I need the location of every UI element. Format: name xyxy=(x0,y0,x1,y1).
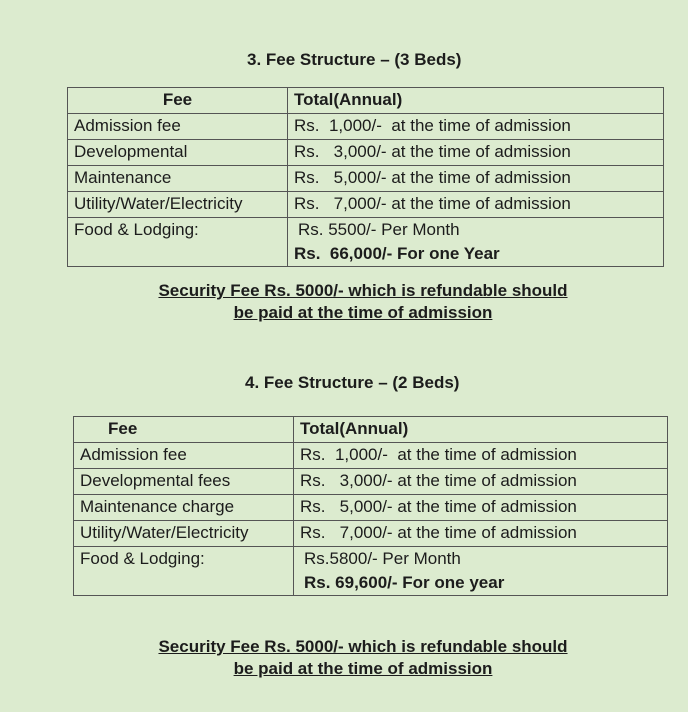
fee-name-cell: Developmental xyxy=(68,140,288,166)
column-header-total: Total(Annual) xyxy=(294,417,668,443)
fee-table-3-beds xyxy=(67,87,664,267)
column-header-fee: Fee xyxy=(68,88,288,114)
note-line-1: Security Fee Rs. 5000/- which is refundable should xyxy=(158,637,568,656)
table-row xyxy=(74,469,668,495)
table-header-row xyxy=(74,417,668,443)
fee-name-cell: Utility/Water/Electricity xyxy=(68,192,288,218)
table-row xyxy=(68,192,664,218)
fee-name-cell: Food & Lodging: xyxy=(68,218,288,267)
table-row xyxy=(68,114,664,140)
note-line-2: be paid at the time of admission xyxy=(233,303,493,322)
fee-total-cell: Rs. 1,000/- at the time of admission xyxy=(288,114,664,140)
fee-name-cell: Maintenance xyxy=(68,166,288,192)
fee-name-cell: Food & Lodging: xyxy=(74,547,294,596)
column-header-total: Total(Annual) xyxy=(288,88,664,114)
fee-name-cell: Utility/Water/Electricity xyxy=(74,521,294,547)
yearly-fee-text: Rs. 69,600/- For one year xyxy=(304,573,505,592)
table-row xyxy=(68,218,664,267)
table-row xyxy=(68,140,664,166)
monthly-fee-text: Rs. 5500/- Per Month xyxy=(298,220,460,239)
note-line-1: Security Fee Rs. 5000/- which is refundable should xyxy=(158,281,568,300)
fee-name-cell: Developmental fees xyxy=(74,469,294,495)
security-fee-note-2-beds xyxy=(118,636,608,680)
monthly-fee-text: Rs.5800/- Per Month xyxy=(304,549,461,568)
yearly-fee-text: Rs. 66,000/- For one Year xyxy=(294,244,500,263)
table-row xyxy=(74,443,668,469)
fee-total-cell: Rs. 3,000/- at the time of admission xyxy=(288,140,664,166)
section4-title: 4. Fee Structure – (2 Beds) xyxy=(245,373,460,392)
fee-total-cell: Rs. 1,000/- at the time of admission xyxy=(294,443,668,469)
fee-total-cell: Rs. 3,000/- at the time of admission xyxy=(294,469,668,495)
fee-table-2-beds xyxy=(73,416,668,596)
fee-name-cell: Admission fee xyxy=(68,114,288,140)
table-row xyxy=(74,521,668,547)
fee-total-cell: Rs. 7,000/- at the time of admission xyxy=(294,521,668,547)
column-header-fee: Fee xyxy=(74,417,294,443)
security-fee-note-3-beds xyxy=(118,280,608,324)
note-line-2: be paid at the time of admission xyxy=(233,659,493,678)
fee-total-cell: Rs. 5,000/- at the time of admission xyxy=(288,166,664,192)
table-row xyxy=(68,166,664,192)
table-header-row xyxy=(68,88,664,114)
fee-total-cell xyxy=(288,218,664,267)
fee-total-cell: Rs. 7,000/- at the time of admission xyxy=(288,192,664,218)
table-row xyxy=(74,547,668,596)
fee-name-cell: Maintenance charge xyxy=(74,495,294,521)
fee-total-cell: Rs. 5,000/- at the time of admission xyxy=(294,495,668,521)
section3-title: 3. Fee Structure – (3 Beds) xyxy=(247,50,462,69)
table-row xyxy=(74,495,668,521)
fee-total-cell xyxy=(294,547,668,596)
fee-name-cell: Admission fee xyxy=(74,443,294,469)
